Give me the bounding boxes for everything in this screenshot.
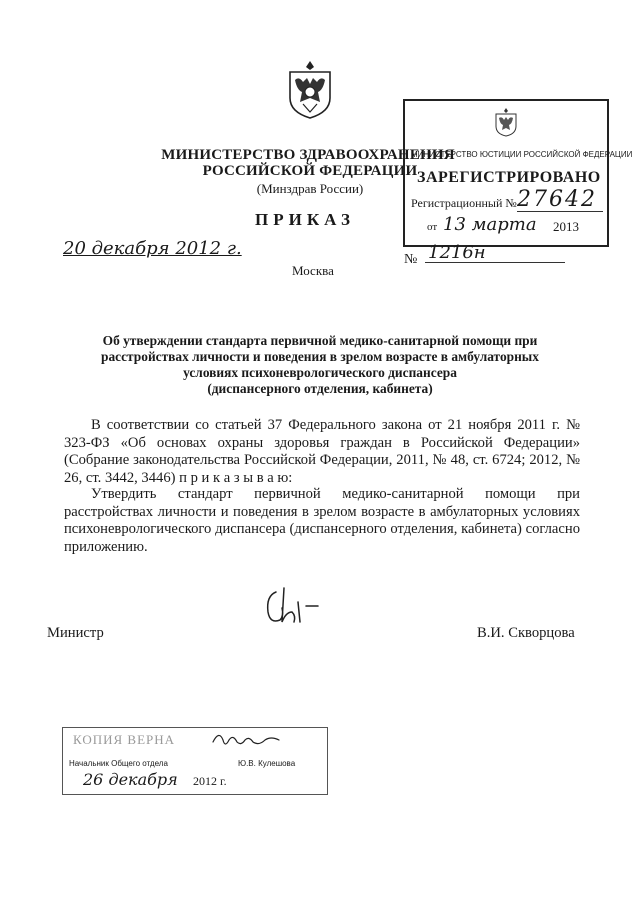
- body-paragraph-decision: Утвердить стандарт первичной медико-санитарной помощи при расстройствах личности и поведения в зрелом возрасте в амбулаторных условиях психоневрологического диспансера (диспансерного отделения, кабинета) согласно приложению.: [64, 486, 580, 555]
- copy-stamp-year: 2012 г.: [193, 774, 227, 788]
- order-title-line: расстройствах личности и поведения в зрелом возрасте в амбулаторных: [101, 349, 539, 364]
- copy-signature-icon: [209, 728, 281, 752]
- order-title-line: Об утверждении стандарта первичной медико-санитарной помощи при: [102, 333, 538, 348]
- order-city: Москва: [292, 263, 334, 278]
- stamp-year-value: 2013: [553, 219, 579, 234]
- copy-stamp-name: Ю.В. Кулешова: [238, 759, 296, 768]
- copy-stamp-position: Начальник Общего отдела: [69, 759, 168, 768]
- russian-coat-of-arms-icon: [285, 58, 335, 120]
- copy-stamp-date: 26 декабря: [83, 770, 178, 789]
- order-date: 20 декабря 2012 г.: [63, 238, 242, 259]
- copy-stamp-label: КОПИЯ ВЕРНА: [73, 732, 176, 747]
- copy-certification-stamp: [62, 727, 328, 795]
- signatory-name: В.И. Скворцова: [477, 625, 575, 641]
- body-paragraph-preamble: В соответствии со статьей 37 Федерального закона от 21 ноября 2011 г. № 323-ФЗ «Об основах охраны здоровья граждан в Российской Федерации» (Собрание законодательства Российской Федерации, 2011, № 48, ст. 6724; 2012, № 26, ст. 3442, 3446) п р и к а з ы в а ю:: [64, 417, 580, 486]
- document-type: ПРИКАЗ: [255, 210, 355, 229]
- stamp-number-label: Регистрационный №: [411, 196, 517, 210]
- order-number: 1216н: [428, 242, 486, 263]
- ministry-short-name: (Минздрав России): [256, 181, 364, 196]
- order-number-underline: [425, 262, 565, 263]
- signatory-position: Министр: [47, 625, 104, 641]
- stamp-status-text: ЗАРЕГИСТРИРОВАНО: [417, 169, 601, 186]
- registration-stamp: [403, 99, 633, 247]
- minister-signature-icon: [262, 582, 322, 630]
- stamp-date-label: от: [427, 221, 438, 233]
- ministry-name-line2: РОССИЙСКОЙ ФЕДЕРАЦИИ: [202, 163, 418, 179]
- stamp-emblem-icon: [493, 107, 519, 137]
- order-title-line: (диспансерного отделения, кабинета): [207, 381, 433, 396]
- order-title: [64, 333, 576, 397]
- stamp-date-value: 13 марта: [443, 214, 537, 235]
- stamp-number-value: 27642: [517, 187, 597, 212]
- order-title-line: условиях психоневрологического диспансера: [183, 365, 457, 380]
- ministry-name-line1: МИНИСТЕРСТВО ЗДРАВООХРАНЕНИЯ: [161, 147, 455, 163]
- stamp-number-underline: [517, 211, 603, 212]
- stamp-ministry-text: МИНИСТЕРСТВО ЮСТИЦИИ РОССИЙСКОЙ ФЕДЕРАЦИИ: [411, 150, 633, 159]
- order-number-sign: №: [404, 252, 418, 267]
